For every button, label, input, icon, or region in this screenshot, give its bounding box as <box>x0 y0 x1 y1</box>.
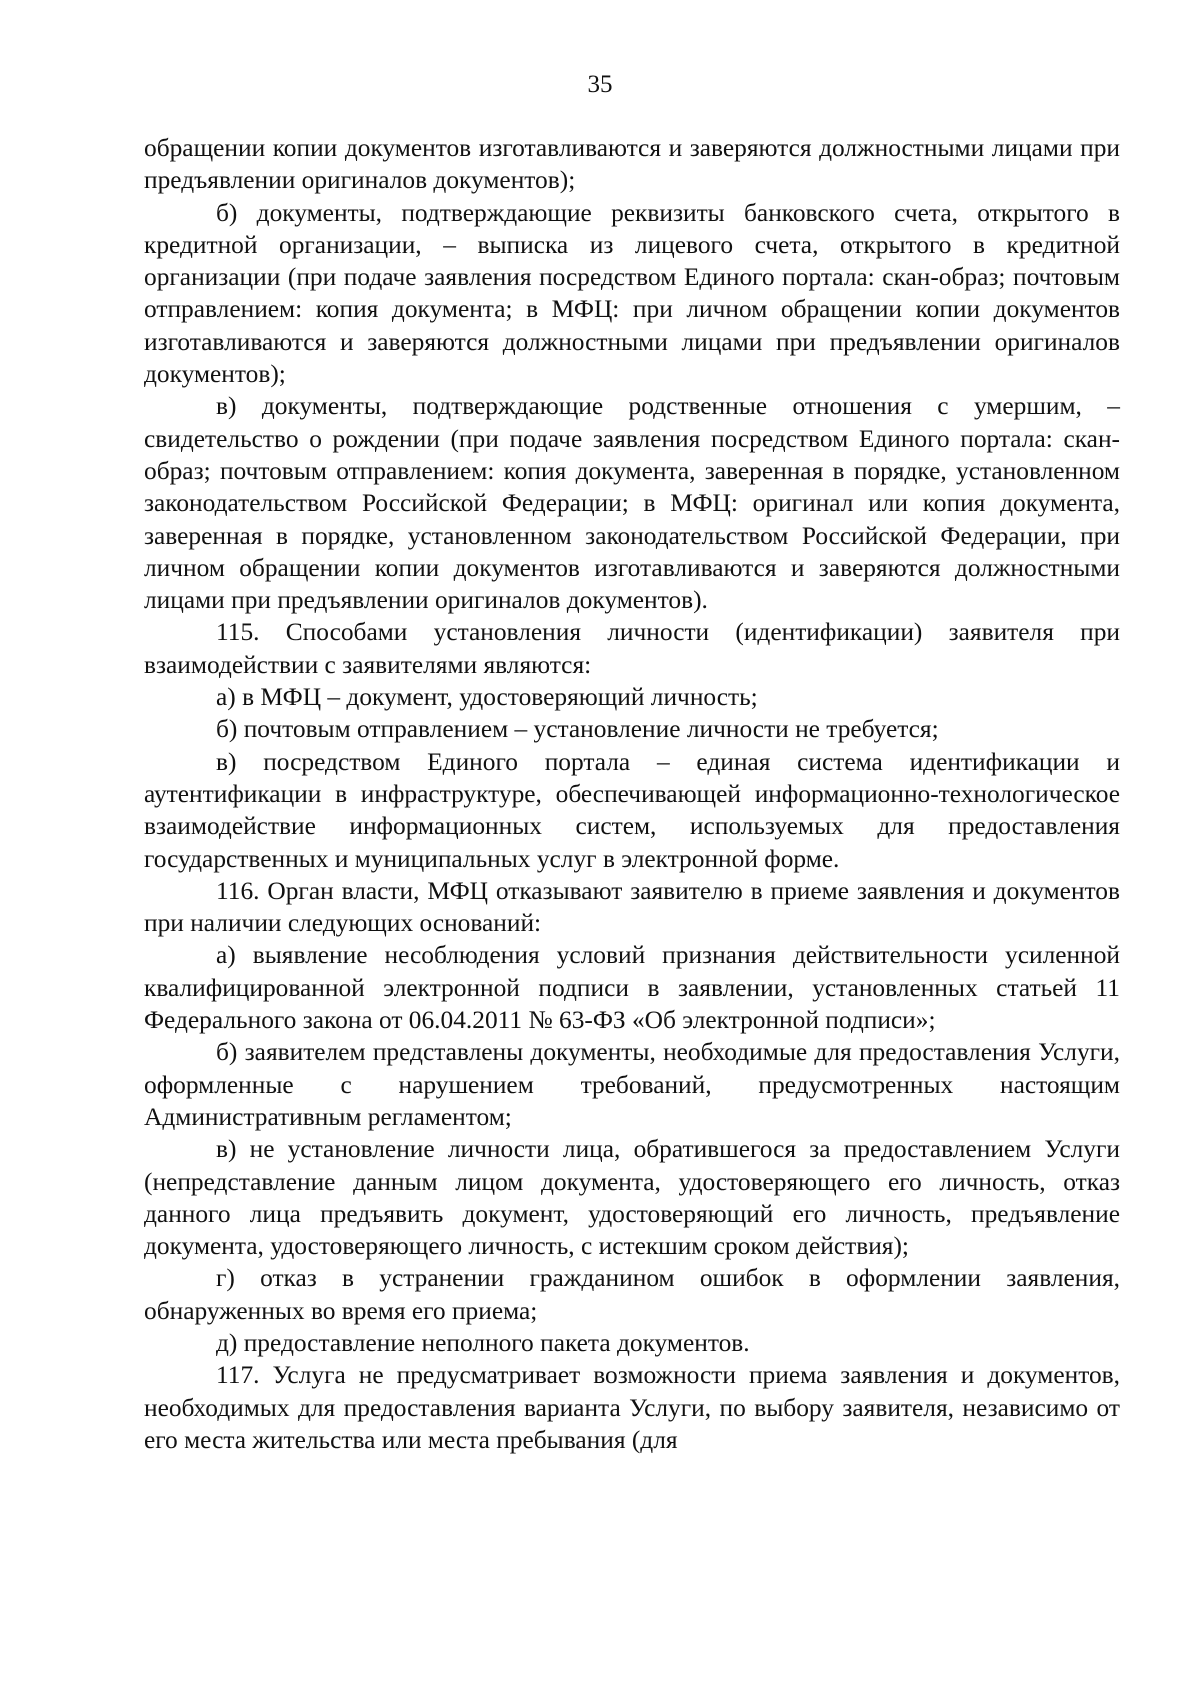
document-body <box>144 132 1120 1456</box>
paragraph-115-a: а) в МФЦ – документ, удостоверяющий личность; <box>216 683 758 712</box>
paragraph-116-g: г) отказ в устранении гражданином ошибок в оформлении заявления, обнаруженных во время его приема; <box>144 1264 1120 1325</box>
paragraph-115: 115. Способами установления личности (идентификации) заявителя при взаимодействии с заявителями являются: <box>144 618 1120 679</box>
paragraph-116-d: д) предоставление неполного пакета документов. <box>216 1328 750 1357</box>
paragraph-115-b: б) почтовым отправлением – установление личности не требуется; <box>216 715 939 744</box>
paragraph-115-v: в) посредством Единого портала – единая система идентификации и аутентификации в инфраструктуре, обеспечивающей информационно-технологическое взаимодействие информационных систем, используемых для предоставления государственных и муниципальных услуг в электронной форме. <box>144 747 1120 873</box>
page-number: 35 <box>587 71 613 98</box>
paragraph-116-b: б) заявителем представлены документы, необходимые для предоставления Услуги, оформленные с нарушением требований, предусмотренных настоящим Административным регламентом; <box>144 1038 1120 1131</box>
paragraph-116-a: а) выявление несоблюдения условий признания действительности усиленной квалифицированной электронной подписи в заявлении, установленных статьей 11 Федерального закона от 06.04.2011 № 63-ФЗ «Об электронной подписи»; <box>144 941 1120 1035</box>
paragraph-116: 116. Орган власти, МФЦ отказывают заявителю в приеме заявления и документов при наличии следующих оснований: <box>144 876 1120 938</box>
paragraph-117: 117. Услуга не предусматривает возможности приема заявления и документов, необходимых для предоставления варианта Услуги, по выбору заявителя, независимо от его места жительства или места пребывания (для <box>144 1361 1120 1454</box>
paragraph-kinship: в) документы, подтверждающие родственные отношения с умершим, – свидетельство о рождении (при подаче заявления посредством Единого портала: скан-образ; почтовым отправлением: копия документа, заверенная в порядке, установленном законодательством Российской Федерации; в МФЦ: оригинал или копия документа, заверенная в порядке, установленном законодательством Российской Федерации, при личном обращении копии документов изготавливаются и заверяются должностными лицами при предъявлении оригиналов документов). <box>144 392 1120 615</box>
paragraph-116-v: в) не установление личности лица, обратившегося за предоставлением Услуги (непредставление данным лицом документа, удостоверяющего его личность, отказ данного лица предъявить документ, удостоверяющий его личность, предъявление документа, удостоверяющего личность, с истекшим сроком действия); <box>144 1135 1120 1261</box>
paragraph-continuation: обращении копии документов изготавливаются и заверяются должностными лицами при предъявлении оригиналов документов); <box>144 134 1120 195</box>
paragraph-bank-account: б) документы, подтверждающие реквизиты банковского счета, открытого в кредитной организации, – выписка из лицевого счета, открытого в кредитной организации (при подаче заявления посредством Единого портала: скан-образ; почтовым отправлением: копия документа; в МФЦ: при личном обращении копии документов изготавливаются и заверяются должностными лицами при предъявлении оригиналов документов); <box>144 198 1120 389</box>
